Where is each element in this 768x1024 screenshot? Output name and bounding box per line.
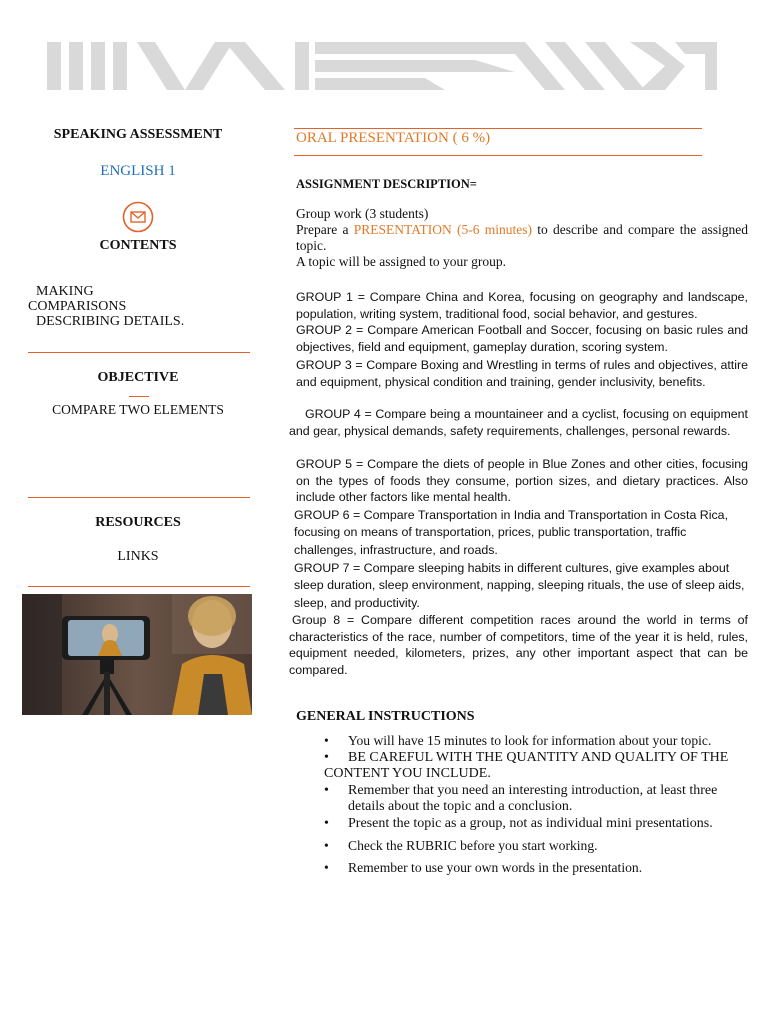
divider [28,497,250,498]
instruction-6: Remember to use your own words in the presentation. [348,860,643,875]
intro-line-3: A topic will be assigned to your group. [296,254,506,269]
list-item [322,733,750,749]
instruction-4: Present the topic as a group, not as individual mini presentations. [348,816,713,831]
instruction-1: You will have 15 minutes to look for information about your topic. [348,733,712,748]
bullet-icon: • [324,838,329,853]
intro-line-2 [296,222,748,254]
list-item [322,816,750,832]
banner-pattern-icon [45,42,717,90]
intro-line-1: Group work (3 students) [296,206,429,221]
resources-heading: RESOURCES [95,515,181,530]
instructions-heading: GENERAL INSTRUCTIONS [296,709,475,724]
divider [28,352,250,353]
course-name: ENGLISH 1 [100,163,176,179]
assessment-title: SPEAKING ASSESSMENT [53,127,223,142]
links-label[interactable]: LINKS [117,549,159,564]
intro-prepare-a: Prepare a [296,222,349,237]
intro-prepare-b: to describe and compare the assigned topic. [296,222,749,253]
contents-line-3: DESCRIBING DETAILS. [36,314,185,329]
bullet-icon: • [324,816,329,831]
bullet-icon: • [324,860,329,875]
list-item [322,750,750,782]
group-4: GROUP 4 = Compare being a mountaineer and a cyclist, focusing on equipment and gear, physical demands, safety requirements, challenges, personal rewards. [289,407,748,438]
contents-line-1: MAKING [36,284,94,299]
assignment-intro [296,206,748,270]
instruction-5: Check the RUBRIC before you start working. [348,838,598,853]
short-divider [129,396,149,397]
instruction-3: Remember that you need an interesting introduction, at least three details about the topic and a conclusion. [348,783,718,814]
list-item [322,860,750,876]
envelope-circle-icon [122,201,154,233]
divider [28,586,250,587]
group-1: GROUP 1 = Compare China and Korea, focusing on geography and landscape, population, writing system, traditional food, social behavior, and gestures. [296,290,748,321]
list-item [322,838,750,854]
assignment-heading: ASSIGNMENT DESCRIPTION= [296,177,477,191]
contents-heading: CONTENTS [99,238,177,253]
list-item [322,783,750,815]
bullet-icon: • [324,733,329,748]
group-5: GROUP 5 = Compare the diets of people in Blue Zones and other cities, focusing on the types of foods they consume, portion sizes, and dietary practices. Also include other factors like mental health. [296,457,748,505]
contents-line-2: COMPARISONS [28,299,127,314]
header-banner [45,42,717,90]
heading-rule-bottom [294,155,702,156]
group-3: GROUP 3 = Compare Boxing and Wrestling in terms of rules and objectives, attire and equipment, physical condition and training, gender inclusivity, benefits. [296,358,748,389]
instruction-2: BE CAREFUL WITH THE QUANTITY AND QUALITY OF THE CONTENT YOU INCLUDE. [324,750,729,781]
instructions-list [322,733,750,876]
group-2: GROUP 2 = Compare American Football and Soccer, focusing on basic rules and objectives, field and equipment, gameplay duration, scoring system. [296,323,748,354]
bullet-icon: • [324,783,329,798]
objective-text: COMPARE TWO ELEMENTS [52,402,224,417]
video-recording-photo [22,594,252,715]
group-8: Group 8 = Compare different competition races around the world in terms of characteristics of the race, number of competitors, time of the year it is held, rules, equipment needed, kilometers, prizes, any other important aspect that can be compared. [289,613,748,677]
bullet-icon: • [324,750,329,765]
group-6: GROUP 6 = Compare Transportation in India and Transportation in Costa Rica, focusing on means of transportation, prices, public transportation, traffic challenges, infrastructure, and roads. [294,508,729,557]
page-title: ORAL PRESENTATION ( 6 %) [296,130,491,146]
group-7: GROUP 7 = Compare sleeping habits in different cultures, give examples about sleep duration, sleep environment, napping, sleeping rituals, the use of sleep aids, sleep, and productivity. [294,561,745,610]
intro-highlight: PRESENTATION (5-6 minutes) [353,222,532,237]
heading-rule-top [294,128,702,129]
objective-heading: OBJECTIVE [97,370,179,385]
